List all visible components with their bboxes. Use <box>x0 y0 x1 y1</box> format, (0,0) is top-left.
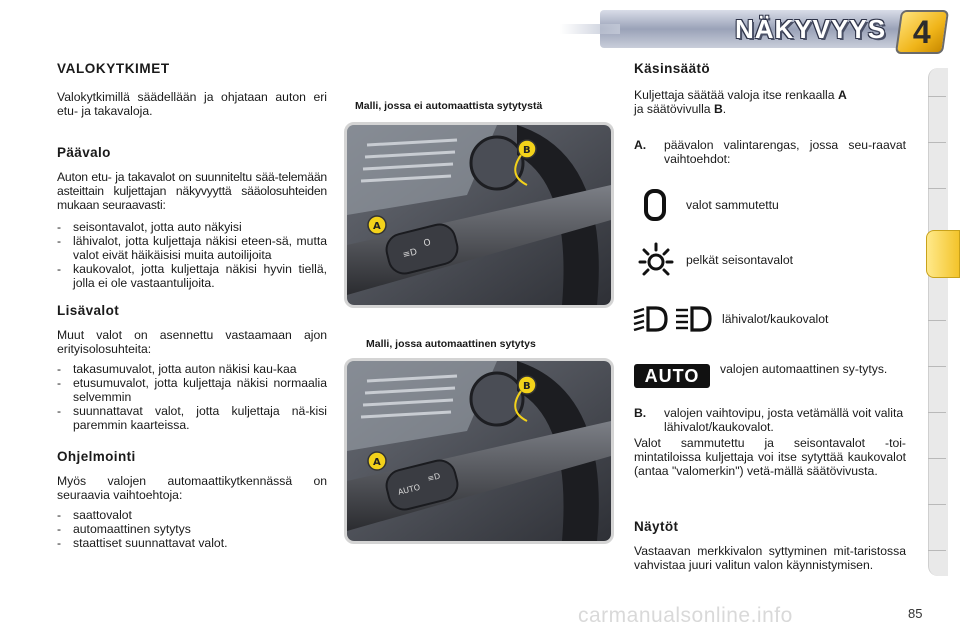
photo-caption-auto: Malli, jossa automaattinen sytytys <box>366 338 536 350</box>
item-b-text: valojen vaihtovipu, josta vetämällä voit valita lähivalot/kaukovalot. <box>664 406 904 434</box>
svg-text:≡D: ≡D <box>426 471 442 484</box>
option-label: lähivalot/kaukovalot <box>722 312 829 326</box>
programming-text: Myös valojen automaattikytkennässä on seuraavia vaihtoehtoja: <box>57 474 327 502</box>
manual-text-mid: ja säätövivulla <box>634 102 714 116</box>
item-a <box>634 138 906 166</box>
daylight-text: Auton etu- ja takavalot on suunniteltu sää-telemään asteittain kuljettajan näkyvyyttä sääolosuhteiden mukaan seuraavasti: <box>57 170 327 212</box>
section-title: VALOKYTKIMET <box>57 61 170 76</box>
parking-lights-icon <box>636 240 676 280</box>
callout-a: A <box>373 457 381 468</box>
stalk-photo-auto <box>344 358 614 544</box>
daylight-list <box>57 220 327 290</box>
callout-b: B <box>523 381 531 392</box>
light-stalk-illustration <box>347 361 611 541</box>
list-item: - takasumuvalot, jotta auton näkisi kau-kaa <box>57 362 327 376</box>
tab-divider <box>928 412 946 413</box>
chapter-title: NÄKYVYYS <box>735 14 887 44</box>
auto-badge-text: AUTO <box>644 365 700 386</box>
page-header <box>0 0 960 54</box>
chapter-number: 4 <box>913 13 931 50</box>
option-parking-lights <box>636 240 793 280</box>
chapter-number-badge <box>895 10 949 54</box>
tab-divider <box>928 366 946 367</box>
photo-caption-manual: Malli, jossa ei automaattista sytytystä <box>355 100 543 112</box>
tab-divider <box>928 142 946 143</box>
page-number: 85 <box>908 606 923 621</box>
beams-icon <box>632 304 716 334</box>
ref-b: B <box>713 102 723 116</box>
option-lights-off <box>640 188 779 222</box>
watermark: carmanualsonline.info <box>578 604 793 627</box>
list-item: - seisontavalot, jotta auto näkyisi <box>57 220 327 234</box>
auto-icon <box>634 364 710 388</box>
option-low-high-beams <box>632 304 828 334</box>
option-label: pelkät seisontavalot <box>686 253 794 267</box>
list-item: - kaukovalot, jotta kuljettaja näkisi hyvin tiellä, jolla ei ole vastaantulijoita. <box>57 262 327 290</box>
intro-text: Valokytkimillä säädellään ja ohjataan auton eri etu- ja takavaloja. <box>57 90 327 118</box>
item-a-text: päävalon valintarengas, jossa seu-raavat vaihtoehdot: <box>664 138 906 166</box>
option-label: valojen automaattinen sy-tytys. <box>720 362 888 376</box>
tab-divider <box>928 550 946 551</box>
manual-text <box>634 88 906 116</box>
flash-note: Valot sammutettu ja seisontavalot -toi-mintatiloissa kuljettaja voi itse sytyttää kaukovalot (antaa "valomerkin") vetä-mällä säätövivusta. <box>634 436 906 478</box>
manual-heading: Käsinsäätö <box>634 61 711 76</box>
item-b-label: B. <box>634 406 647 420</box>
tab-divider <box>928 320 946 321</box>
option-label: valot sammutettu <box>686 198 779 212</box>
tab-divider <box>928 504 946 505</box>
item-a-label: A. <box>634 138 647 152</box>
displays-heading: Näytöt <box>634 519 679 534</box>
tab-divider <box>928 96 946 97</box>
svg-text:≡D: ≡D <box>401 247 419 261</box>
stalk-photo-manual <box>344 122 614 308</box>
extra-lights-text: Muut valot on asennettu vastaamaan ajon erityisolosuhteita: <box>57 328 327 356</box>
item-b <box>634 406 906 434</box>
tab-divider <box>928 458 946 459</box>
daylight-heading: Päävalo <box>57 145 111 160</box>
programming-heading: Ohjelmointi <box>57 449 136 464</box>
callout-a: A <box>373 221 381 232</box>
ref-a: A <box>837 88 847 102</box>
svg-text:O: O <box>422 237 433 250</box>
list-item: - staattiset suunnattavat valot. <box>57 536 327 550</box>
manual-text-post: . <box>722 102 727 116</box>
chapter-tabs <box>928 68 948 576</box>
lights-off-icon <box>640 188 674 222</box>
callout-b: B <box>523 145 531 156</box>
active-chapter-tab <box>926 230 960 278</box>
right-column <box>634 62 906 166</box>
list-item: - automaattinen sytytys <box>57 522 327 536</box>
light-stalk-illustration <box>347 125 611 305</box>
extra-lights-list <box>57 362 327 432</box>
displays-text: Vastaavan merkkivalon syttyminen mit-taristossa vahvistaa juuri valitun valon käynnistymisen. <box>634 544 906 572</box>
list-item: - suunnattavat valot, jotta kuljettaja nä-kisi paremmin kaarteissa. <box>57 404 327 432</box>
tab-divider <box>928 188 946 189</box>
option-auto-lights <box>634 362 906 388</box>
right-column-lower <box>634 406 906 572</box>
svg-text:AUTO: AUTO <box>397 482 422 497</box>
extra-lights-heading: Lisävalot <box>57 303 120 318</box>
list-item: - etusumuvalot, jotta kuljettaja näkisi normaalia selvemmin <box>57 376 327 404</box>
manual-text-pre: Kuljettaja säätää valoja itse renkaalla <box>634 88 838 102</box>
list-item: - saattovalot <box>57 508 327 522</box>
list-item: - lähivalot, jotta kuljettaja näkisi eteen-sä, mutta valot eivät häikäisisi muita autoilijoita <box>57 234 327 262</box>
programming-list <box>57 508 327 550</box>
left-column <box>57 62 327 550</box>
